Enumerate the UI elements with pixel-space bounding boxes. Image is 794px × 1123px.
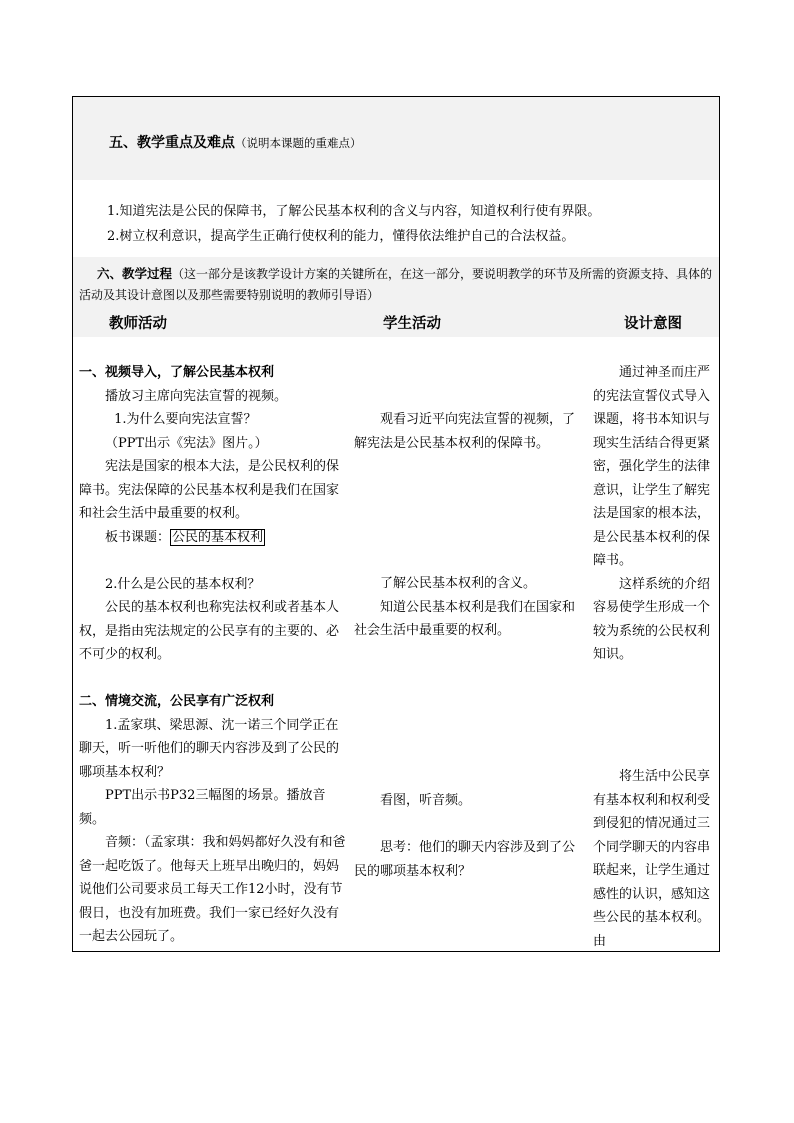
design-intent-column-2 — [593, 765, 717, 952]
teacher-paragraph: 宪法是国家的根本大法，是公民权利的保障书。宪法保障的公民基本权利是我们在国家和社会生活中最重要的权利。 — [79, 459, 340, 521]
section5-title: 五、教学重点及难点（说明本课题的重难点） — [109, 135, 362, 151]
lesson-plan-table — [72, 96, 720, 952]
goal-2: 2.树立权利意识，提高学生正确行使权利的能力，懂得依法维护自己的合法权益。 — [107, 229, 575, 244]
column-header-intent: 设计意图 — [624, 315, 682, 332]
teacher-line: （PPT出示《宪法》图片。） — [105, 435, 268, 451]
column-header-teacher: 教师活动 — [109, 315, 167, 332]
design-intent-3: 将生活中公民享有基本权利和权利受到侵犯的情况通过三个同学聊天的内容串联起来，让学生通过感性的认识，感知这些公民的基本权利。由 — [593, 769, 711, 949]
student-activity-4: 看图，听音频。 — [380, 793, 472, 808]
teacher-question-1: 1.为什么要向宪法宣誓？ — [114, 412, 257, 427]
student-activity-5: 思考：他们的聊天内容涉及到了公民的哪项基本权利？ — [354, 840, 576, 879]
section5-note: （说明本课题的重难点） — [235, 136, 362, 150]
teacher-step2-heading: 二、情境交流，公民享有广泛权利 — [79, 694, 275, 709]
teacher-paragraph: 公民的基本权利也称宪法权利或者基本人权，是指由宪法规定的公民享有的主要的、必不可少的权利。 — [79, 600, 340, 662]
teacher-paragraph: 音频：（孟家琪：我和妈妈都好久没有和爸爸一起吃饭了。他每天上班早出晚归的，妈妈说他们公司要求员工每天工作12小时，没有节假日，也没有加班费。我们一家已经好久没有一起去公园玩了。 — [79, 835, 346, 944]
section6-title: 六、教学过程（这一部分是该教学设计方案的关键所在，在这一部分，要说明教学的环节及所需的资源支持、具体的活动及其设计意图以及那些需要特别说明的教师引导语） — [79, 266, 713, 302]
design-intent-2: 这样系统的介绍容易使学生形成一个较为系统的公民权利知识。 — [593, 576, 711, 662]
teacher-question-3: 1.孟家琪、梁思源、沈一诺三个同学正在聊天，听一听他们的聊天内容涉及到了公民的哪项基本权利？ — [79, 717, 340, 780]
student-activity-group — [354, 789, 586, 883]
teacher-activity-column — [79, 361, 347, 949]
student-activity-group — [354, 572, 586, 643]
goal-1: 1.知道宪法是公民的保障书，了解公民基本权利的含义与内容，知道权利行使有界限。 — [107, 204, 601, 219]
section6-note: （这一部分是该教学设计方案的关键所在，在这一部分，要说明教学的环节及所需的资源支持、具体的活动及其设计意图以及那些需要特别说明的教师引导语） — [79, 267, 713, 302]
student-activity-1: 观看习近平向宪法宣誓的视频，了解宪法是公民基本权利的保障书。 — [354, 412, 576, 451]
student-activity-2: 了解公民基本权利的含义。 — [380, 576, 537, 591]
teacher-question-2: 2.什么是公民的基本权利？ — [105, 576, 261, 592]
column-header-student: 学生活动 — [383, 315, 441, 332]
board-topic-box: 公民的基本权利 — [172, 529, 264, 545]
design-intent-column — [593, 361, 717, 667]
board-topic-line: 板书课题： 公民的基本权利 — [105, 529, 264, 545]
teacher-step1-heading: 一、视频导入，了解公民基本权利 — [79, 365, 275, 380]
student-activity-column — [354, 408, 586, 455]
design-intent-1: 通过神圣而庄严的宪法宣誓仪式导入课题，将书本知识与现实生活结合得更紧密，强化学生的法律意识，让学生了解宪法是国家的根本法，是公民基本权利的保障书。 — [593, 365, 711, 568]
teacher-line: PPT出示书P32三幅图的场景。播放音频。 — [79, 788, 326, 827]
teacher-line: 播放习主席向宪法宣誓的视频。 — [105, 388, 288, 404]
student-activity-3: 知道公民基本权利是我们在国家和社会生活中最重要的权利。 — [354, 599, 576, 638]
